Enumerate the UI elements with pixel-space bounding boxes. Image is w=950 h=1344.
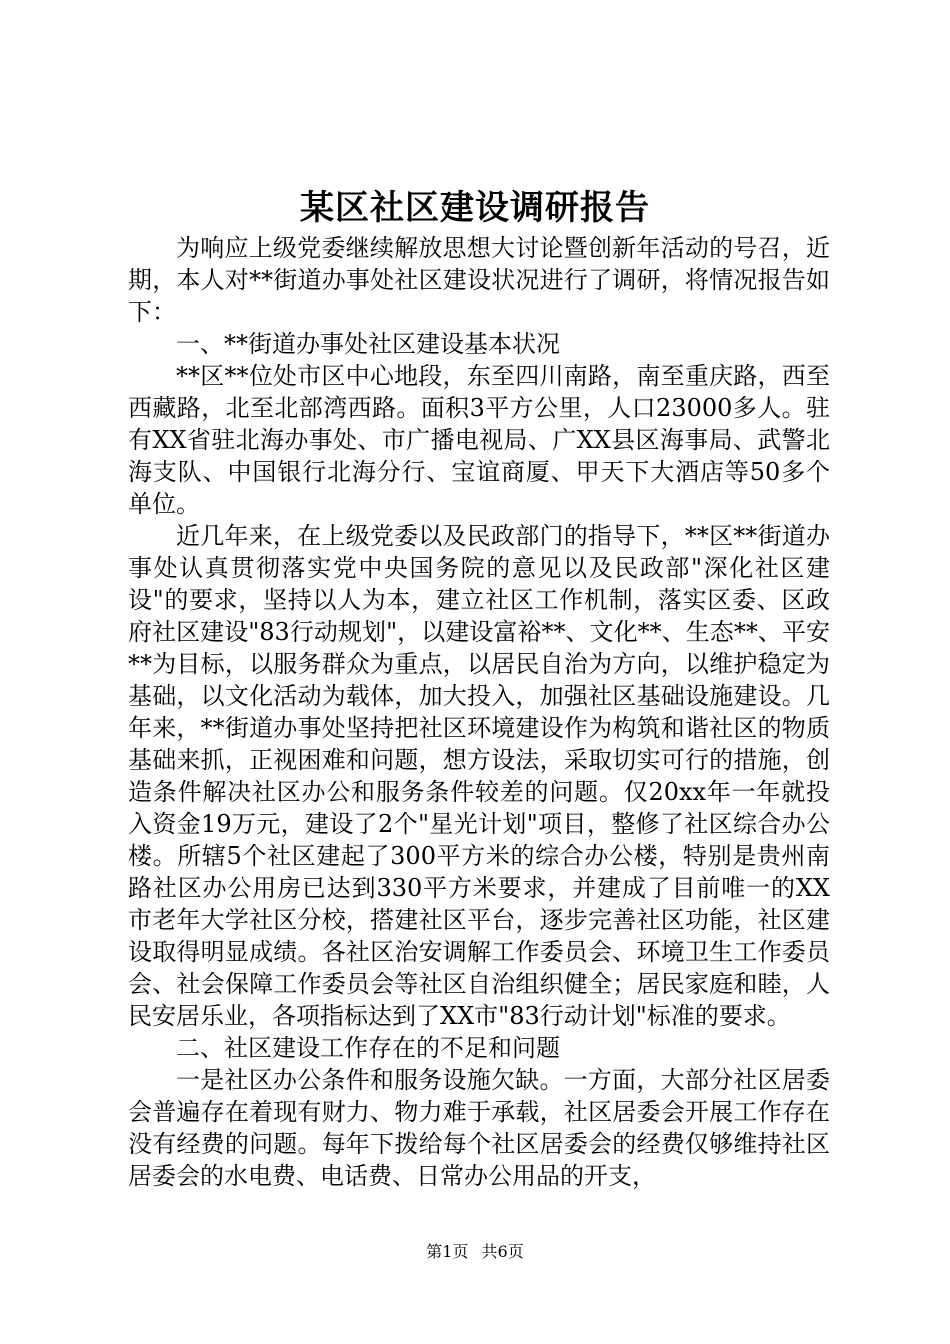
page-number: 第1页	[426, 1242, 469, 1261]
paragraph-location: **区**位处市区中心地段，东至四川南路，南至重庆路，西至西藏路，北至北部湾西路。面积3平方公里，人口23000多人。驻有XX省驻北海办事处、市广播电视局、广XX县区海事局、武警北海支队、中国银行北海分行、宝谊商厦、甲天下大酒店等50多个单位。	[128, 362, 830, 518]
document-title: 某区社区建设调研报告	[300, 188, 650, 228]
page-footer	[0, 1240, 950, 1264]
page-total: 共6页	[481, 1242, 524, 1261]
paragraph-intro: 为响应上级党委继续解放思想大讨论暨创新年活动的号召，近期，本人对**街道办事处社区建设状况进行了调研，将情况报告如下：	[128, 234, 830, 326]
paragraph-problems: 一是社区办公条件和服务设施欠缺。一方面，大部分社区居委会普遍存在着现有财力、物力难于承载，社区居委会开展工作存在没有经费的问题。每年下拨给每个社区居委会的经费仅够维持社区居委会的水电费、电话费、日常办公用品的开支，	[128, 1066, 830, 1190]
section-heading-1: 一、**街道办事处社区建设基本状况	[176, 330, 560, 358]
paragraph-achievements: 近几年来，在上级党委以及民政部门的指导下，**区**街道办事处认真贯彻落实党中央国务院的意见以及民政部"深化社区建设"的要求，坚持以人为本，建立社区工作机制，落实区委、区政府社区建设"83行动规划"，以建设富裕**、文化**、生态**、平安**为目标，以服务群众为重点，以居民自治为方向，以维护稳定为基础，以文化活动为载体，加大投入，加强社区基础设施建设。几年来，**街道办事处坚持把社区环境建设作为构筑和谐社区的物质基础来抓，正视困难和问题，想方设法，采取切实可行的措施，创造条件解决社区办公和服务条件较差的问题。仅20xx年一年就投入资金19万元，建设了2个"星光计划"项目，整修了社区综合办公楼。所辖5个社区建起了300平方米的综合办公楼，特别是贵州南路社区办公用房已达到330平方米要求，并建成了目前唯一的XX市老年大学社区分校，搭建社区平台，逐步完善社区功能，社区建设取得明显成绩。各社区治安调解工作委员会、环境卫生工作委员会、社会保障工作委员会等社区自治组织健全；居民家庭和睦，人民安居乐业，各项指标达到了XX市"83行动计划"标准的要求。	[128, 522, 830, 1030]
section-heading-2: 二、社区建设工作存在的不足和问题	[176, 1034, 560, 1062]
document-body	[128, 232, 830, 1192]
